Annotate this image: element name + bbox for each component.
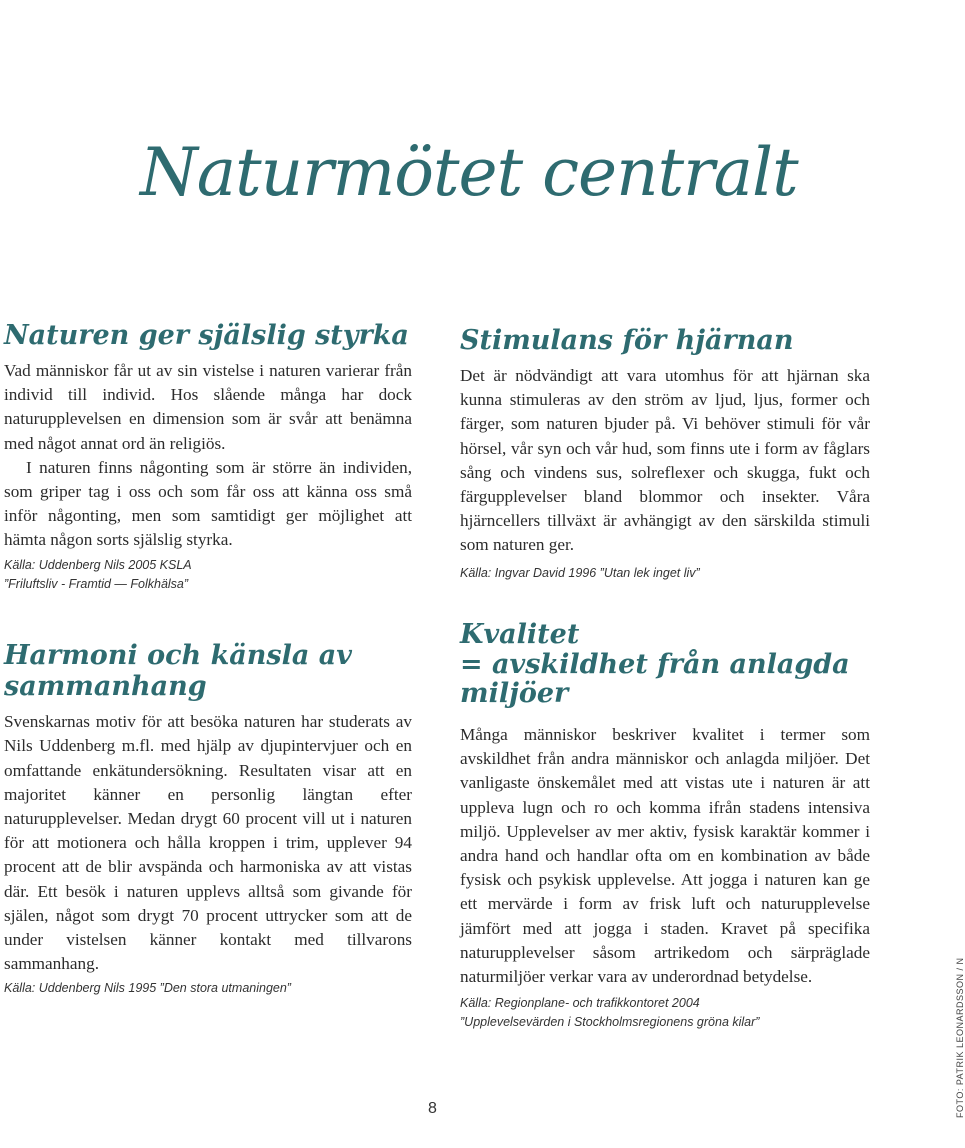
source-citation: Källa: Regionplane- och trafikkontoret 2004 [460,996,700,1011]
section-kvalitet [460,620,870,1032]
section-heading: Naturen ger själslig styrka [4,320,409,351]
source-citation: ”Upplevelsevärden i Stockholmsregionens gröna kilar” [460,1015,760,1030]
section-harmoni-och-kansla [4,640,412,998]
source-citation: Källa: Uddenberg Nils 2005 KSLA [4,557,192,572]
section-heading: Harmoni och känsla av sammanhang [4,640,352,703]
page-title: Naturmötet centralt [140,134,798,211]
source-citation: ”Friluftsliv - Framtid — Folkhälsa” [4,576,189,591]
section-paragraph: Vad människor får ut av sin vistelse i naturen varierar från individ till individ. Hos slående många har dock naturupplevelsen en dimension som är svår att benämna med något annat ord än religiös. [4,361,412,453]
section-naturen-ger-sjalslig-styrka [4,320,412,594]
source-citation: Källa: Ingvar David 1996 ”Utan lek inget liv” [460,565,700,580]
section-paragraph: Många människor beskriver kvalitet i termer som avskildhet från andra människor och anlagda miljöer. Det vanligaste önskemålet med att vistas ute i naturen är att uppleva lugn och ro och komma ifrån stadens intensiva miljö. Upplevelser av mer aktiv, fysisk karaktär kommer i andra hand och handlar ofta om en kombination av både fysisk och psykisk upplevelse. Att jogga i naturen kan ge ett mervärde i form av frisk luft och naturupplevelse jämfört med att jogga i staden. Kravet på specifika naturupplevelser såsom artrikedom och särpräglade naturmiljöer verkar vara av underordnad betydelse. [460,725,870,987]
section-paragraph: Det är nödvändigt att vara utomhus för att hjärnan ska kunna stimuleras av den ström av ljud, ljus, former och färger, som naturen bjuder på. Vi behöver stimuli för vår hörsel, vår syn och vår hud, som finns ute i form av fåglars sång och vindens sus, solreflexer och skugga, fukt och färgupplevelser bland blommor och insekter. Våra hjärncellers tillväxt är avhängigt av den särskilda stimuli som naturen ger. [460,366,870,555]
section-stimulans-for-hjarnan [460,325,870,583]
section-heading-line: Kvalitet [460,619,580,650]
source-citation: Källa: Uddenberg Nils 1995 ”Den stora utmaningen” [4,981,291,996]
section-heading: Stimulans för hjärnan [460,325,794,356]
section-heading-line: = avskildhet från anlagda miljöer [460,648,850,710]
section-paragraph: Svenskarnas motiv för att besöka naturen har studerats av Nils Uddenberg m.fl. med hjälp av djupintervjuer och en omfattande enkätundersökning. Resultaten visar att en majoritet känner en personlig längtan efter naturupplevelser. Medan drygt 60 procent vill ut i naturen för att motionera och hålla kroppen i trim, upplever 94 procent att de blir avspända och harmoniska av att vistas där. Ett besök i naturen upplevs alltså som givande för själen, något som drygt 70 procent uttrycker som att de under vistelsen känner kontakt med tillvarons sammanhang. [4,712,412,974]
page-number: 8 [428,1100,437,1117]
section-paragraph: I naturen finns någonting som är större än individen, som griper tag i oss och som får oss att känna oss små inför någonting, men som samtidigt ger möjlighet att hämta någon sorts själslig styrka. [4,457,412,550]
photo-credit: FOTO: PATRIK LEONARDSSON / N [955,957,965,1118]
section-heading [460,620,870,709]
